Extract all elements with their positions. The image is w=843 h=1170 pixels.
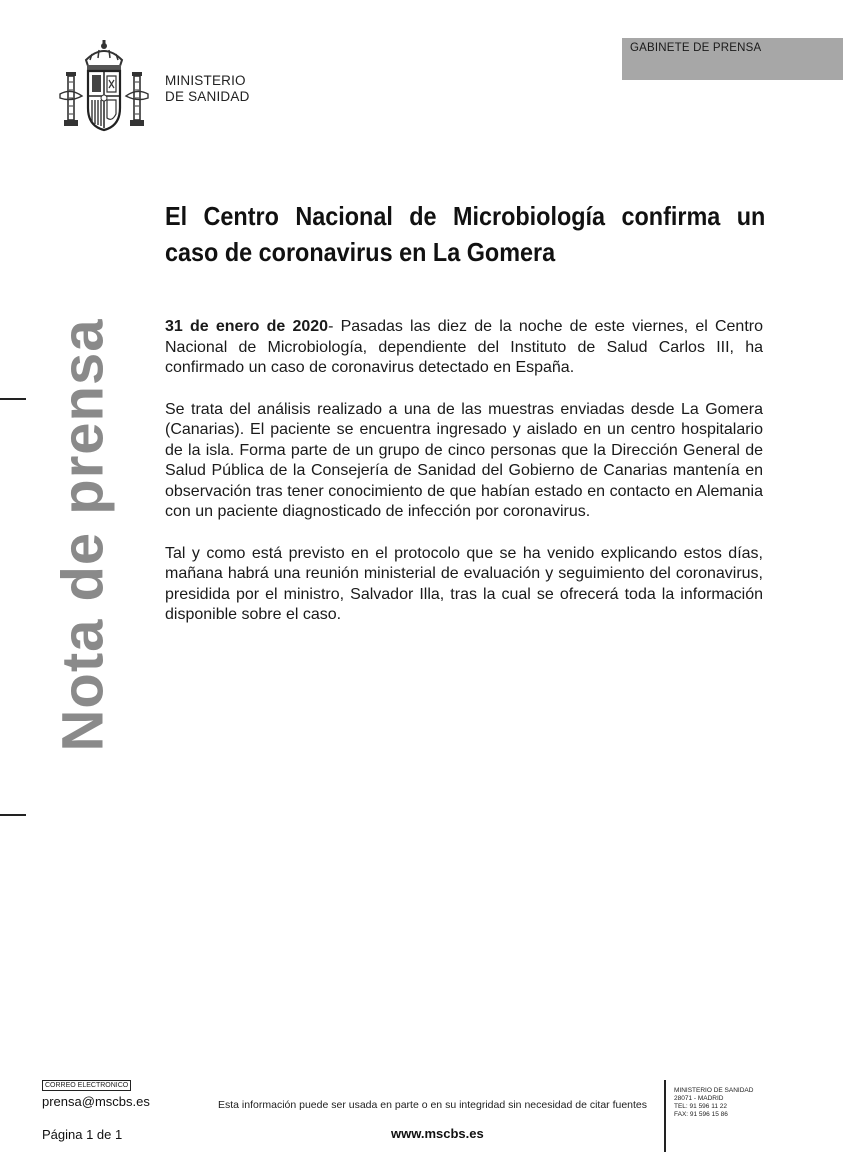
ministry-name bbox=[165, 73, 250, 105]
press-release-body bbox=[165, 317, 763, 647]
ministry-line-2: DE SANIDAD bbox=[165, 89, 250, 104]
press-note-sidebar-label: Nota de prensa bbox=[50, 318, 116, 752]
release-date: 31 de enero de 2020 bbox=[165, 318, 329, 335]
address-line: MINISTERIO DE SANIDAD bbox=[674, 1087, 754, 1094]
ministry-line-1: MINISTERIO bbox=[165, 73, 246, 88]
coat-of-arms-icon bbox=[56, 38, 152, 136]
paragraph-3: Tal y como está previsto en el protocolo que se ha venido explicando estos días, mañana habrá una reunión ministerial de evaluación y seguimiento del coronavirus, presidida por el ministro, Salvador Illa, tras la cual se ofrecerá toda la información disponible sobre el caso. bbox=[165, 544, 763, 623]
contact-email[interactable]: prensa@mscbs.es bbox=[42, 1094, 150, 1109]
press-office-header: GABINETE DE PRENSA bbox=[622, 38, 843, 80]
address-line: TEL: 91 596 11 22 bbox=[674, 1103, 728, 1110]
paragraph-1-text: - Pasadas las diez de la noche de este viernes, el Centro Nacional de Microbiología, dependiente del Instituto de Salud Carlos III, ha confirmado un caso de coronavirus detectado en España. bbox=[165, 318, 763, 376]
footer-divider bbox=[664, 1080, 666, 1152]
press-release-title: El Centro Nacional de Microbiología confirma un caso de coronavirus en La Gomera bbox=[165, 201, 766, 267]
usage-notice: Esta información puede ser usada en parte o en su integridad sin necesidad de citar fuentes bbox=[218, 1099, 648, 1111]
paragraph-2: Se trata del análisis realizado a una de las muestras enviadas desde La Gomera (Canarias). El paciente se encuentra ingresado y aislado en un centro hospitalario de la isla. Forma parte de un grupo de cinco personas que la Dirección General de Salud Pública de la Consejería de Sanidad del Gobierno de Canarias mantenía en observación tras tener conocimiento de que habían estado en contacto en Alemania con un paciente diagnosticado de infección por coronavirus. bbox=[165, 400, 763, 520]
paragraph-1 bbox=[165, 317, 763, 379]
margin-mark-top bbox=[0, 398, 26, 400]
email-label: CORREO ELECTRONICO bbox=[42, 1080, 131, 1091]
address-line: 28071 - MADRID bbox=[674, 1095, 724, 1102]
ministry-address bbox=[674, 1087, 753, 1119]
page-number: Página 1 de 1 bbox=[42, 1127, 123, 1142]
margin-mark-bottom bbox=[0, 814, 26, 816]
address-line: FAX: 91 596 15 86 bbox=[674, 1111, 728, 1118]
website-link[interactable]: www.mscbs.es bbox=[391, 1126, 484, 1141]
